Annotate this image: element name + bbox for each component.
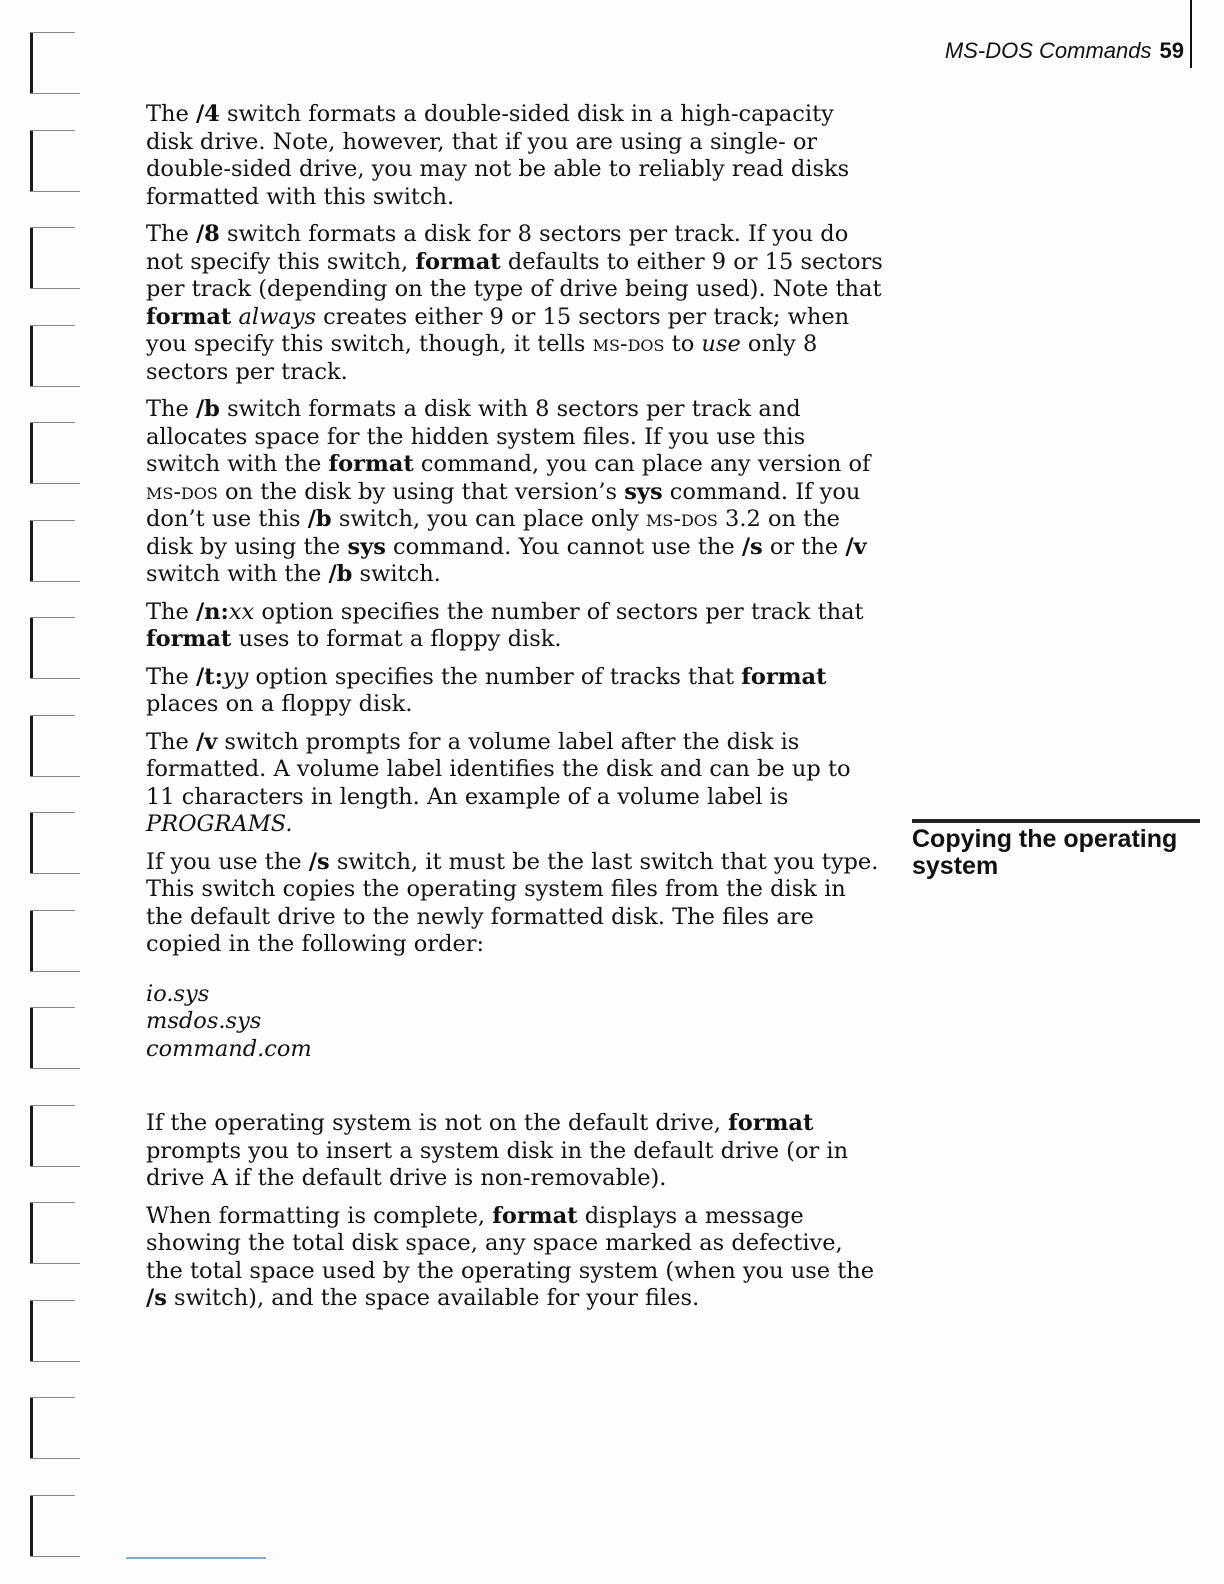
main-text [146,101,886,1323]
bold-term: format [146,303,232,330]
file-item: command.com [146,1035,312,1062]
paragraph: The /v switch prompts for a volume label after the disk is formatted. A volume label identifies the disk and can be up to 11 characters in length. An example of a volume label is PROGRAMS. [146,728,851,837]
paragraph: The /t:yy option specifies the number of tracks that format places on a floppy disk. [146,663,827,717]
running-header [945,38,1184,64]
binder-mark [30,715,80,777]
sidebar-rule [912,819,1200,823]
bold-term: /s [146,1285,167,1311]
bold-term: sys [624,478,663,505]
paragraph: The /8 switch formats a disk for 8 sectors per track. If you do not specify this switch, format defaults to either 9 or 15 sectors per track (depending on the type of drive being used). Note that format always creates either 9 or 15 sectors per track; when you specify this switch, though, it tells ms-dos to use only 8 sectors per track. [146,221,883,385]
sidebar-heading: Copying the operating system [912,825,1178,880]
binder-mark [30,32,80,94]
small-caps-term: ms-dos [146,478,218,505]
bold-term: format [492,1202,578,1229]
scan-artifact-line [126,1557,266,1559]
header-title: MS-DOS Commands [944,38,1152,63]
paragraphs-before [146,101,886,959]
small-caps-term: ms-dos [592,331,665,357]
bold-term: /v [845,533,867,560]
bold-term: /8 [195,221,220,247]
bold-term: /n: [195,598,229,625]
bold-term: /b [328,561,353,587]
bold-term: format [328,451,414,477]
binder-mark [30,1300,80,1362]
paragraphs-after [146,1110,886,1313]
paragraph: The /n:xx option specifies the number of sectors per track that format uses to format a floppy disk. [146,598,864,652]
page-number: 59 [1159,38,1184,63]
bold-term: format [741,663,827,690]
file-item: io.sys [146,980,210,1007]
bold-term: /b [307,506,332,532]
binder-mark [30,1495,80,1557]
italic-term: always [238,303,317,330]
italic-term: yy [222,663,249,690]
bold-term: /b [195,396,220,422]
paragraph: The /b switch formats a disk with 8 sectors per track and allocates space for the hidden system files. If you use this switch with the format command, you can place any version of ms-dos on the disk by using that version’s sys command. If you don’t use this /b switch, you can place only ms-dos 3.2 on the disk by using the sys command. You cannot use the /s or the /v switch with the /b switch. [146,396,871,587]
bold-term: sys [347,533,386,560]
binder-mark [30,520,80,582]
paragraph: The /4 switch formats a double-sided disk in a high-capacity disk drive. Note, however, that if you are using a single- or double-sided drive, you may not be able to reliably read disks formatted with this switch. [146,101,850,210]
binder-mark [30,812,80,874]
binder-mark [30,617,80,679]
binder-mark [30,1007,80,1069]
binder-mark [30,130,80,192]
paragraph: If you use the /s switch, it must be the last switch that you type. This switch copies the operating system files from the disk in the default drive to the newly formatted disk. The files are copied in the following order: [146,848,879,957]
italic-term: PROGRAMS. [146,811,293,837]
bold-term: /4 [195,101,220,127]
bold-term: /s [308,848,330,875]
file-list [146,981,886,1064]
italic-term: xx [228,598,255,625]
bold-term: /v [195,728,218,755]
binder-mark [30,1105,80,1167]
bold-term: format [146,626,232,652]
bold-term: format [728,1110,814,1136]
paragraph: When formatting is complete, format displays a message showing the total disk space, any space marked as defective, the total space used by the operating system (when you use the /s switch), and the space available for your files. [146,1202,875,1311]
small-caps-term: ms-dos [646,506,718,532]
bold-term: /s [741,533,763,560]
bold-term: /t: [195,663,223,690]
bold-term: format [415,248,501,275]
binder-mark [30,227,80,289]
binder-mark [30,422,80,484]
binder-mark [30,325,80,387]
header-rule [1190,0,1192,68]
paragraph: If the operating system is not on the default drive, format prompts you to insert a system disk in the default drive (or in drive A if the default drive is non-removable). [146,1110,849,1191]
file-item: msdos.sys [146,1008,262,1034]
binder-mark [30,1202,80,1264]
binder-mark [30,910,80,972]
italic-term: use [701,331,741,357]
binder-mark [30,1397,80,1459]
